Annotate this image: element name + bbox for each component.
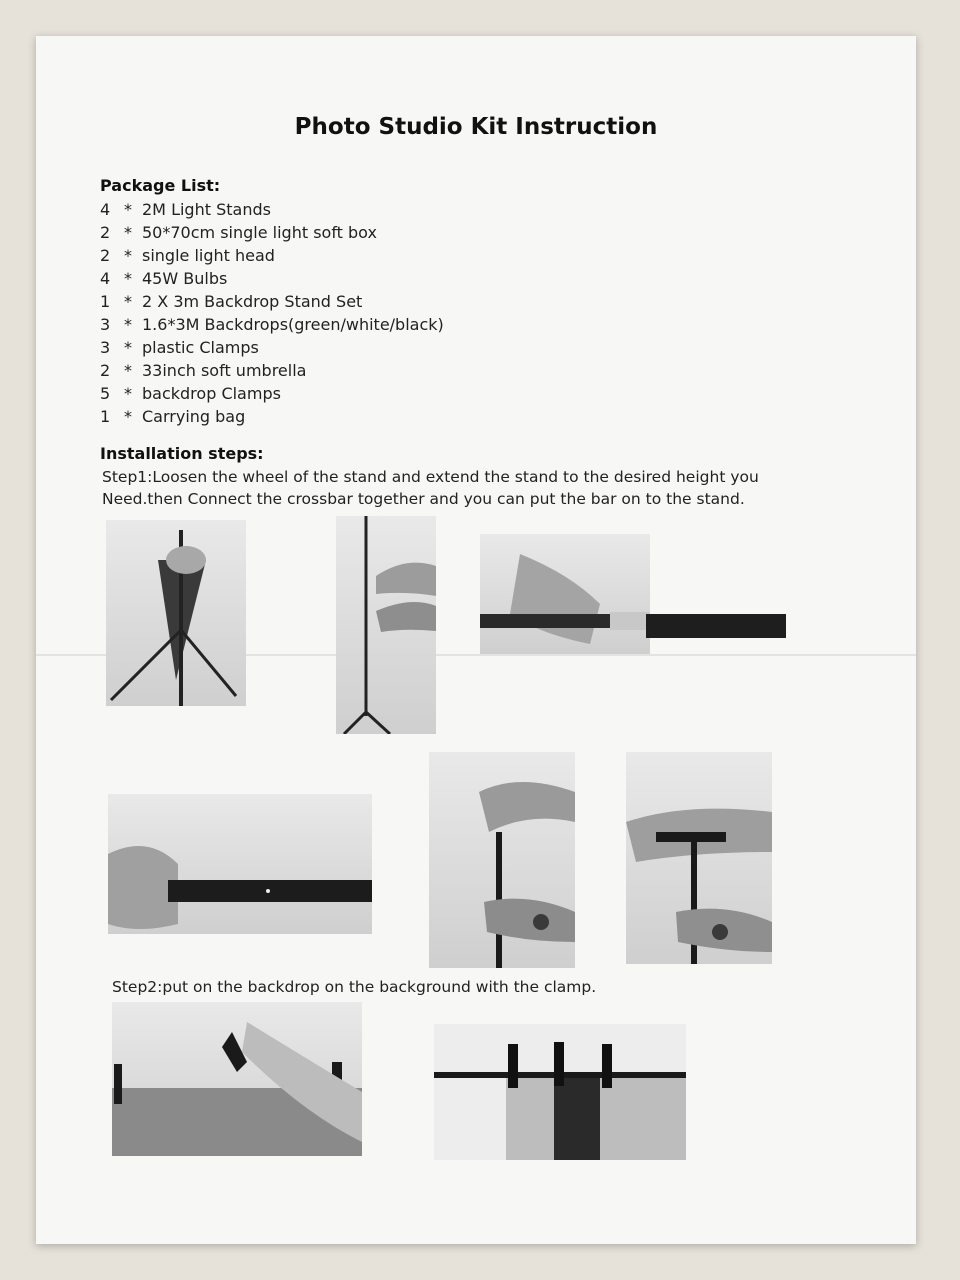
package-list: [100, 200, 444, 430]
item-name: 2M Light Stands: [142, 200, 271, 219]
crossbar-bar-image: [646, 614, 786, 638]
package-item: [100, 338, 444, 361]
item-quantity: 4: [100, 269, 111, 288]
instruction-sheet: [36, 36, 916, 1244]
package-item: [100, 361, 444, 384]
item-quantity: 2: [100, 361, 111, 380]
item-quantity: 4: [100, 200, 111, 219]
item-quantity: 2: [100, 223, 111, 242]
item-quantity: 1: [100, 407, 111, 426]
item-name: Carrying bag: [142, 407, 246, 426]
bullet-star: *: [124, 315, 132, 334]
bullet-star: *: [124, 361, 132, 380]
package-item: [100, 292, 444, 315]
photo-pole-join: [429, 752, 575, 968]
backdrop-bar-illustration: [434, 1024, 686, 1160]
stand-crossbar-illustration: [336, 516, 436, 734]
bar-hand-illustration: [108, 794, 372, 934]
package-item: [100, 200, 444, 223]
crossbar-connect-illustration: [480, 534, 650, 654]
item-name: 1.6*3M Backdrops(green/white/black): [142, 315, 444, 334]
photo-stand-extend: [106, 520, 246, 706]
item-quantity: 3: [100, 315, 111, 334]
photo-crossbar-connect: [480, 534, 650, 654]
item-name: backdrop Clamps: [142, 384, 281, 403]
photo-bar-hand: [108, 794, 372, 934]
item-quantity: 1: [100, 292, 111, 311]
bullet-star: *: [124, 384, 132, 403]
item-quantity: 2: [100, 246, 111, 265]
step2-text: Step2:put on the backdrop on the background with the clamp.: [112, 978, 597, 996]
item-name: 50*70cm single light soft box: [142, 223, 377, 242]
package-list-heading: Package List:: [100, 176, 221, 195]
item-name: 2 X 3m Backdrop Stand Set: [142, 292, 363, 311]
stand-extend-illustration: [106, 520, 246, 706]
pole-join-illustration: [429, 752, 575, 968]
bullet-star: *: [124, 269, 132, 288]
pole-tighten-illustration: [626, 752, 772, 964]
bullet-star: *: [124, 292, 132, 311]
backdrop-clamp-illustration: [112, 1002, 362, 1156]
package-item: [100, 315, 444, 338]
bullet-star: *: [124, 200, 132, 219]
bullet-star: *: [124, 407, 132, 426]
package-item: [100, 223, 444, 246]
package-item: [100, 246, 444, 269]
photo-backdrop-clamp: [112, 1002, 362, 1156]
package-item: [100, 384, 444, 407]
bullet-star: *: [124, 246, 132, 265]
package-item: [100, 269, 444, 292]
item-name: 33inch soft umbrella: [142, 361, 307, 380]
bullet-star: *: [124, 223, 132, 242]
bullet-star: *: [124, 338, 132, 357]
step1-line1: Step1:Loosen the wheel of the stand and extend the stand to the desired height you: [102, 468, 759, 486]
item-quantity: 3: [100, 338, 111, 357]
photo-pole-tighten: [626, 752, 772, 964]
item-name: 45W Bulbs: [142, 269, 228, 288]
item-name: plastic Clamps: [142, 338, 259, 357]
installation-heading: Installation steps:: [100, 444, 264, 463]
item-quantity: 5: [100, 384, 111, 403]
package-item: [100, 407, 444, 430]
photo-stand-crossbar: [336, 516, 436, 734]
photo-backdrop-bar: [434, 1024, 686, 1160]
step1-line2: Need.then Connect the crossbar together and you can put the bar on to the stand.: [102, 490, 745, 508]
item-name: single light head: [142, 246, 275, 265]
document-title: Photo Studio Kit Instruction: [294, 114, 658, 140]
